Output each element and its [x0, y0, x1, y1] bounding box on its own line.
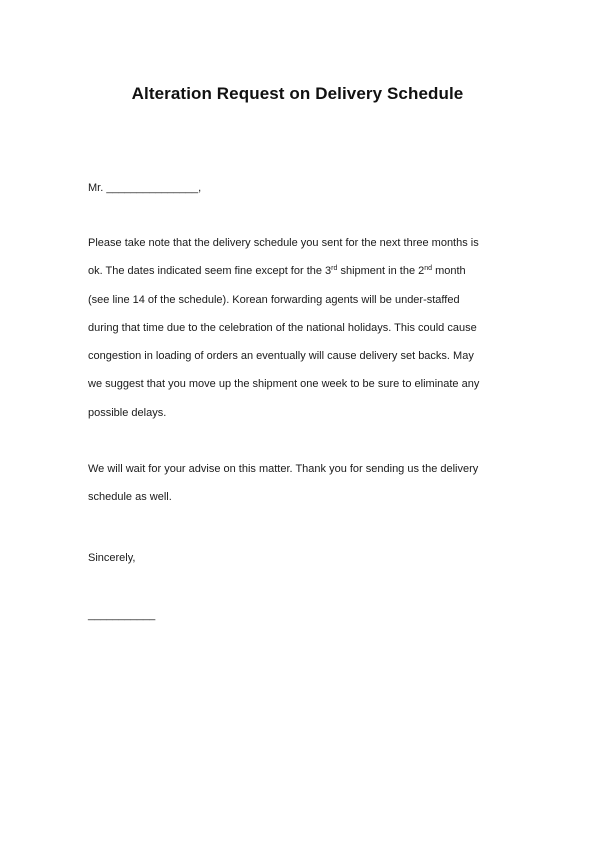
paragraph-line: We will wait for your advise on this matter. Thank you for sending us the delivery — [88, 463, 479, 475]
document-title: Alteration Request on Delivery Schedule — [131, 84, 464, 103]
ordinal-suffix: nd — [424, 265, 433, 273]
salutation: Mr. _______________, — [88, 182, 202, 194]
text-span: ok. The dates indicated seem fine except for the 3 — [88, 265, 332, 278]
body-paragraph-1 — [88, 229, 513, 427]
paragraph-line: we suggest that you move up the shipment one week to be sure to eliminate any — [88, 378, 480, 391]
paragraph-line: possible delays. — [88, 406, 167, 419]
paragraph-line: congestion in loading of orders an eventually will cause delivery set backs. May — [88, 350, 474, 363]
closing: Sincerely, — [88, 552, 136, 564]
paragraph-line: (see line 14 of the schedule). Korean forwarding agents will be under-staffed — [88, 293, 460, 306]
body-paragraph-2 — [88, 455, 513, 512]
paragraph-line: Please take note that the delivery schedule you sent for the next three months is — [88, 237, 479, 249]
text-span: shipment in the 2 — [337, 265, 425, 278]
signature-line: ___________ — [88, 609, 156, 621]
paragraph-line: schedule as well. — [88, 491, 172, 504]
text-span: month — [432, 265, 466, 278]
paragraph-line: during that time due to the celebration of the national holidays. This could cause — [88, 321, 477, 334]
ordinal-suffix: rd — [331, 265, 338, 273]
paragraph-line — [88, 257, 513, 285]
